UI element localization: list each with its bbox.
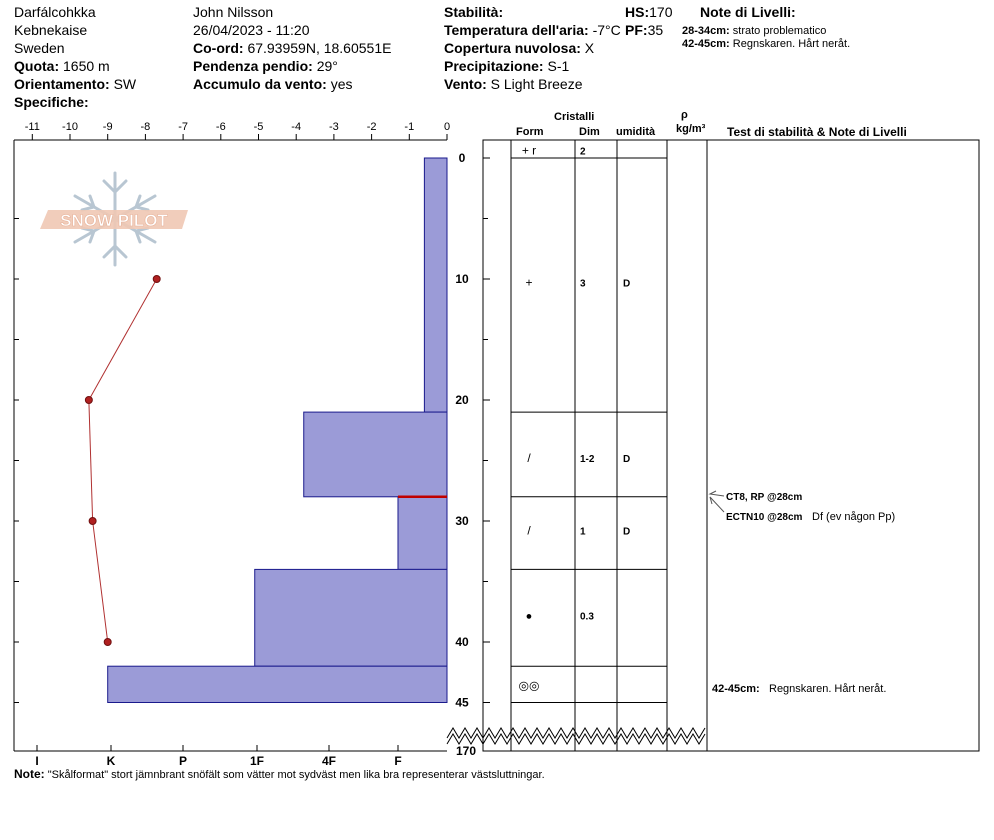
crystal-form: + r <box>521 143 537 158</box>
crystal-size: 3 <box>580 278 586 290</box>
depth-bottom-label: 170 <box>455 744 477 758</box>
layer-notes-title: Note di Livelli: <box>700 4 796 20</box>
layer-note-1-depth: 28-34cm: <box>682 25 730 37</box>
table-layer-note-depth: 42-45cm: <box>712 683 760 695</box>
crystal-size: 0.3 <box>580 611 594 623</box>
hardness-layer-bar <box>424 158 447 412</box>
slope-value: 29° <box>316 58 338 74</box>
depth-break-zigzag <box>447 728 705 738</box>
col-form: Form <box>516 126 544 138</box>
col-cristalli: Cristalli <box>554 111 595 123</box>
pf-value: 35 <box>647 22 664 38</box>
crystal-moisture: D <box>623 454 631 466</box>
crystal-form: ● <box>525 610 533 623</box>
hs-value: 170 <box>649 4 673 20</box>
layer-note-1-text: strato problematico <box>732 25 827 37</box>
stability-label: Stabilità: <box>444 4 504 20</box>
hardness-layer-bar <box>304 412 447 497</box>
depth-tick-label: 30 <box>455 514 469 528</box>
hardness-layer-bar <box>398 497 447 570</box>
elevation-label: Quota: <box>14 58 60 74</box>
depth-tick-label: 10 <box>455 272 469 286</box>
slope-label: Pendenza pendio: <box>193 58 313 74</box>
precip-value: S-1 <box>547 58 570 74</box>
datetime: 26/04/2023 - 11:20 <box>193 22 310 38</box>
cloud-value: X <box>584 40 595 56</box>
temp-tick-label: -3 <box>329 121 339 133</box>
hardness-tick-label: I <box>35 754 39 768</box>
elevation-value: 1650 m <box>63 58 110 74</box>
hardness-layer-bar <box>108 666 447 702</box>
temp-tick-label: -4 <box>291 121 302 133</box>
crystal-size: 1-2 <box>580 454 595 466</box>
crystal-form: / <box>527 451 531 466</box>
temperature-point <box>89 518 96 525</box>
hs-label: HS: <box>625 4 650 20</box>
precip-label: Precipitazione: <box>444 58 544 74</box>
stability-test-1: CT8, RP @28cm <box>726 492 803 503</box>
temp-tick-label: -5 <box>253 121 264 133</box>
note-text: "Skålformat" stort jämnbrant snöfält som vätter mot sydväst men lika bra representerar västsluttningar. <box>47 769 545 781</box>
hardness-tick-label: P <box>178 754 188 768</box>
logo-text: SNOW PILOT <box>60 211 168 230</box>
temp-tick-label: 0 <box>443 121 451 133</box>
cloud-label: Copertura nuvolosa: <box>444 40 581 56</box>
wind-label: Vento: <box>444 76 487 92</box>
col-rho: ρ <box>681 109 688 121</box>
layer-note-2-depth: 42-45cm: <box>682 38 730 50</box>
temp-tick-label: -8 <box>140 121 151 133</box>
temp-tick-label: -2 <box>366 121 377 133</box>
temp-tick-label: -6 <box>215 121 226 133</box>
temp-tick-label: -9 <box>102 121 113 133</box>
col-umidita: umidità <box>616 126 656 138</box>
table-layer-note-text: Regnskaren. Hårt neråt. <box>769 683 887 695</box>
temp-tick-label: -11 <box>24 121 40 133</box>
hardness-tick-label: K <box>106 754 116 768</box>
crystal-moisture: D <box>623 526 631 538</box>
hardness-tick-label: 1F <box>249 754 265 768</box>
depth-tick-label: 45 <box>455 695 469 710</box>
crystal-form: ◎◎ <box>518 678 540 693</box>
country: Sweden <box>14 40 65 56</box>
depth-tick-label: 0 <box>458 151 466 165</box>
crystal-form: + <box>525 275 533 290</box>
wind-value: S Light Breeze <box>490 76 583 92</box>
aspect-value: SW <box>113 76 137 92</box>
stability-test-2: ECTN10 @28cm <box>726 512 803 523</box>
wind-loading-value: yes <box>330 76 353 92</box>
crystal-form: / <box>527 523 531 538</box>
hardness-layer-bar <box>255 569 447 666</box>
temperature-point <box>104 639 111 646</box>
hardness-tick-label: F <box>394 754 402 768</box>
coord-label: Co-ord: <box>193 40 244 56</box>
coord-value: 67.93959N, 18.60551E <box>247 40 392 56</box>
temperature-point <box>153 276 160 283</box>
crystal-size: 1 <box>580 526 586 538</box>
temp-tick-label: -7 <box>178 121 188 133</box>
col-tests: Test di stabilità & Note di Livelli <box>727 125 907 139</box>
test-arrow-2 <box>710 497 724 512</box>
depth-break-zigzag <box>447 734 705 744</box>
air-temp-label: Temperatura dell'aria: <box>444 22 589 38</box>
temperature-point <box>85 397 92 404</box>
hardness-tick-label: 4F <box>321 754 337 768</box>
crystal-size: 2 <box>580 146 586 158</box>
temp-tick-label: -1 <box>404 121 415 133</box>
air-temp-value: -7°C <box>592 22 621 38</box>
stability-test-2-note: Df (ev någon Pp) <box>812 511 896 523</box>
crystal-table <box>483 140 979 751</box>
pf-label: PF: <box>625 22 648 38</box>
area: Kebnekaise <box>14 22 88 38</box>
observer: John Nilsson <box>193 4 274 20</box>
location: Darfálcohkka <box>14 4 96 20</box>
depth-tick-label: 40 <box>455 635 469 649</box>
layer-note-2-text: Regnskaren. Hårt neråt. <box>732 38 851 50</box>
col-rho-unit: kg/m³ <box>676 123 706 135</box>
depth-tick-label: 20 <box>455 393 469 407</box>
specifics-label: Specifiche: <box>14 94 89 110</box>
note-label: Note: <box>14 767 45 781</box>
col-dim: Dim <box>579 126 600 138</box>
wind-loading-label: Accumulo da vento: <box>193 76 327 92</box>
aspect-label: Orientamento: <box>14 76 110 92</box>
crystal-moisture: D <box>623 278 631 290</box>
temp-tick-label: -10 <box>62 121 78 133</box>
temperature-line <box>89 279 157 642</box>
test-arrow-1 <box>710 491 724 496</box>
